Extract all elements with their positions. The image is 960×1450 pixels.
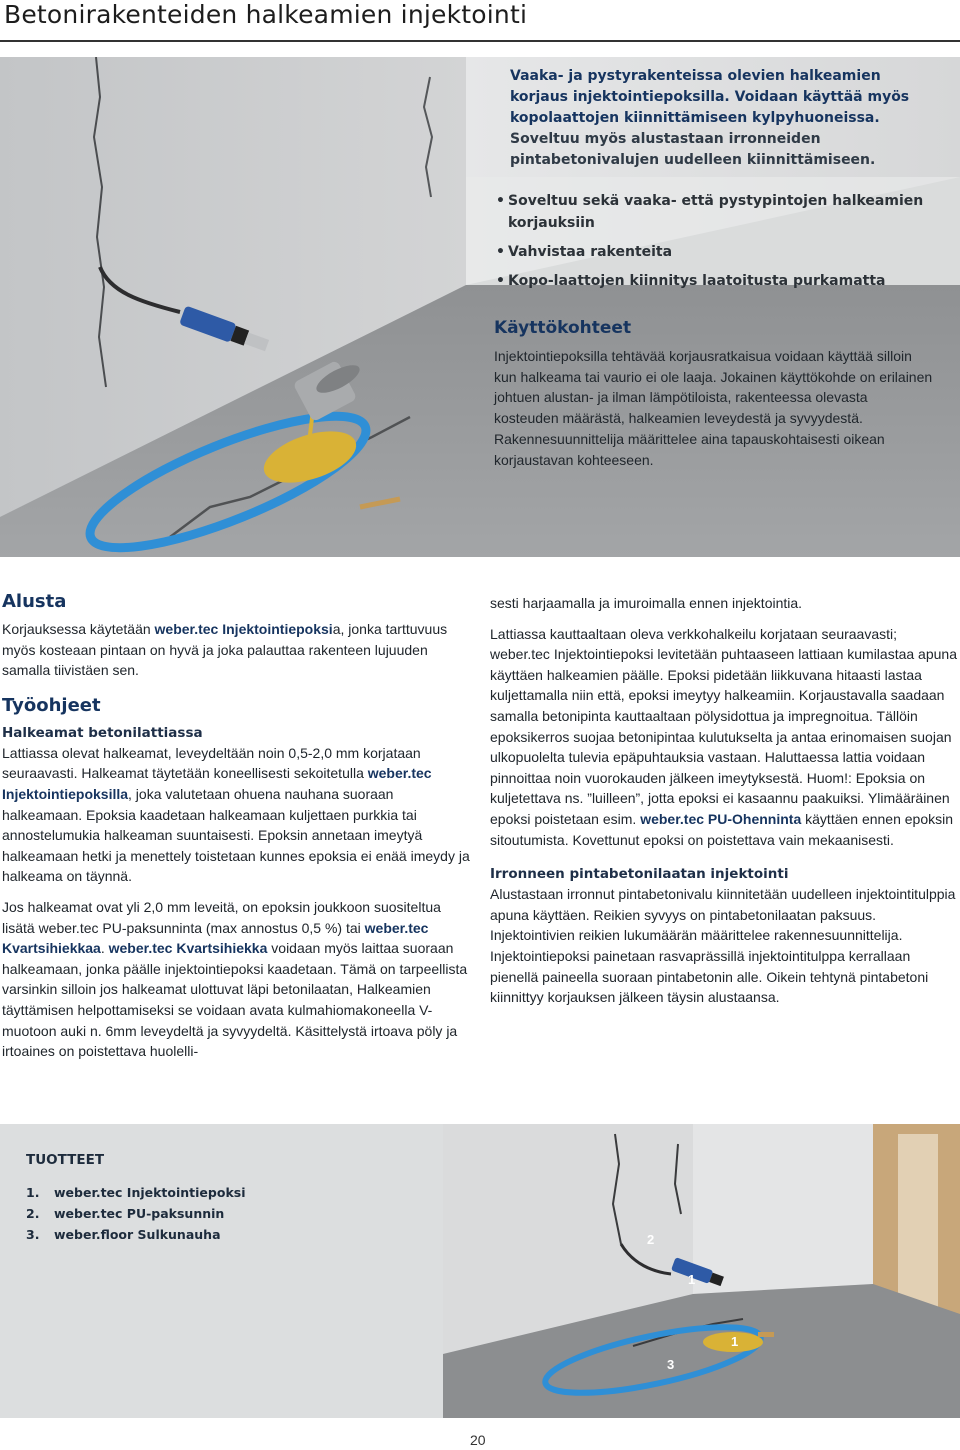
left-column xyxy=(2,591,472,1062)
products-heading: TUOTTEET xyxy=(26,1152,105,1168)
alusta-heading: Alusta xyxy=(2,591,67,612)
bullet-item: • Kopo-laattojen kiinnitys laatoitusta purkamatta xyxy=(494,270,944,292)
feature-bullets xyxy=(494,190,944,299)
tyoohjeet-heading: Työohjeet xyxy=(2,694,101,716)
room-repair-illustration xyxy=(443,1124,960,1418)
intro-line: korjaus injektointiepoksilla. Voidaan käyttää myös xyxy=(510,89,910,105)
verkkohalkeilu-paragraph: Lattiassa kauttaaltaan oleva verkkohalkeilu korjataan seuraavasti; weber.tec Injektointiepoksi levitetään puhtaaseen lattiaan kumilastaa apuna käyttäen halkeamien päälle. Epoksi pidetään liikkuvana hitaasti lastaa kuljettamalla niin että, epoksi imeytyy halkeamiin. Korjaustavalla saadaan samalla betonipinta kauttaaltaan pölysidottua ja impregnoitua. Tällöin epoksikerros suojaa betonipintaa kulutukselta ja antaa erinomaisen suojan ulkopuolelta tulevia epäpuhtauksia vastaan. Haluttaessa lattia voidaan pinnoittaa noin vuorokauden jälkeen imeytyksestä. Huom!: Epoksia on kuljetettava ns. ”luilleen”, jotta epoksi ei kasaannu paakuiksi. Ylimääräinen epoksi poistetaan esim. weber.tec PU-Ohennintа käyttäen ennen epoksin sitoutumista. Kovettunut epoksi on poistettava vain mekaanisesti. xyxy=(490,625,957,848)
marker-1: 1 xyxy=(688,1272,696,1287)
intro-line: pintabetonivalujen uudelleen kiinnittämiseen. xyxy=(510,152,876,168)
intro-line: Vaaka- ja pystyrakenteissa olevien halkeamien xyxy=(510,68,881,84)
marker-2: 2 xyxy=(647,1232,655,1247)
alusta-text: Korjauksessa käytetään weber.tec Injektointiepoksia, jonka tarttuvuus myös kosteaan pintaan on hyvä ja joka palauttaa rakenteen lujuuden samalla tiivistäen sen. xyxy=(2,621,448,679)
page-title: Betonirakenteiden halkeamien injektointi xyxy=(4,0,528,29)
marker-3: 3 xyxy=(667,1357,675,1372)
continued-paragraph: sesti harjaamalla ja imuroimalla ennen injektointia. xyxy=(490,595,803,611)
tyoohjeet-paragraph: Jos halkeamat ovat yli 2,0 mm leveitä, on epoksin joukkoon suositeltua lisätä weber.tec PU-paksunninta (max annostus 0,5 %) tai weber.tec Kvartsihiekkaa. weber.tec Kvartsihiekka voidaan myös laittaa suoraan halkeamaan, jonka päälle injektointiepoksi kaadetaan. Tämä on tarpeellista varsinkin silloin jos halkeamat ulottuvat läpi betonilaatan, Halkeamien täyttämisen helpottamiseksi se voidaan avata kulmahiomakoneella V-muotoon auki n. 6mm leveydeltä ja syvyydeltä. Käsittelystä irtoava pöly ja irtoaines on poistettava huolelli- xyxy=(2,898,468,1060)
marker-1b: 1 xyxy=(731,1334,739,1349)
irronnut-paragraph: Alustastaan irronnut pintabetonivalu kiinnitetään uudelleen injektointitulppia apuna käyttäen. Reikien syvyys on pintabetonilaatan paksuus. Injektointivien reikien lukumäärän määrittelee rakennesuunnittelija. Injektointiepoksi painetaan rasvaprässillä injektointitulppa kerrallaan pienellä paineella suoraan pintabetonin alle. Oikein tehtynä pintabetoni kiinnittyy korjauksen jälkeen täysin alustaansa. xyxy=(490,886,956,1006)
page-number: 20 xyxy=(470,1432,486,1448)
intro-text xyxy=(510,66,940,171)
tyoohjeet-paragraph: Lattiassa olevat halkeamat, leveydeltään noin 0,5-2,0 mm korjataan seuraavasti. Halkeamat täytetään koneellisesti sekoitetulla weber.tec Injektointiepoksilla, joka valutetaan ohuena nauhana suoraan halkeamaan. Epoksia kaadetaan halkeamaan kuljettaen purkkia tai annostelumukia halkeaman suuntaisesti. Epoksin annetaan imeytyä halkeamaan hetki ja menettely toistetaan kunnes epoksia ei enää imeydy ja halkeama on täynnä. xyxy=(2,744,470,885)
kayttokohteet-text: Injektointiepoksilla tehtävää korjausratkaisua voidaan käyttää silloin kun halkeama tai vaurio ei ole laaja. Jokainen käyttökohde on erilainen johtuen alustan- ja ilman lämpötiloista, rakenteessa olevasta kosteuden määrästä, halkeamien leveydestä ja syvyydestä. Rakennesuunnittelija määrittelee aina tapauskohtaisesti oikean korjaustavan kohteeseen. xyxy=(494,348,933,468)
title-divider xyxy=(0,40,960,42)
irronnut-subheading: Irronneen pintabetonilaatan injektointi xyxy=(490,866,789,883)
bullet-item: • Soveltuu sekä vaaka- että pystypintojen halkeamien korjauksiin xyxy=(494,190,944,234)
product-list xyxy=(26,1182,245,1245)
intro-line: Soveltuu myös alustastaan irronneiden xyxy=(510,131,821,147)
bullet-item: • Vahvistaa rakenteita xyxy=(494,241,944,263)
product-item: 1. weber.tec Injektointiepoksi xyxy=(26,1185,246,1200)
right-column xyxy=(490,593,960,1008)
product-item: 2. weber.tec PU-paksunnin xyxy=(26,1206,225,1221)
kayttokohteet-heading: Käyttökohteet xyxy=(494,318,632,338)
intro-line: kopolaattojen kiinnittämiseen kylpyhuoneissa. xyxy=(510,110,880,126)
product-item: 3. weber.floor Sulkunauha xyxy=(26,1227,221,1242)
room-illustration xyxy=(443,1124,960,1418)
tyoohjeet-subheading: Halkeamat betonilattiassa xyxy=(2,724,203,741)
